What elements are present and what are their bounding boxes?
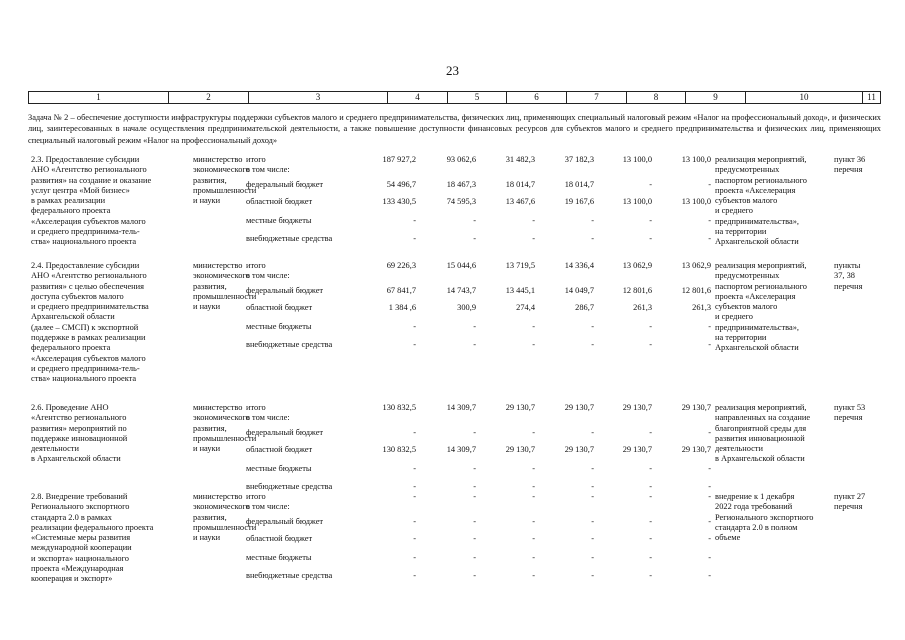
funding-value: - — [649, 517, 652, 526]
funding-value: - — [473, 464, 476, 473]
expected-result-line: 2022 года требований — [715, 502, 793, 512]
funding-line — [246, 571, 905, 582]
funding-value: - — [532, 428, 535, 437]
expected-result-line: Архангельской области — [715, 237, 799, 247]
funding-value: - — [532, 216, 535, 225]
funding-value: - — [708, 534, 711, 543]
expected-result-line: и среднего — [715, 312, 753, 322]
funding-value: - — [413, 571, 416, 580]
funding-value: - — [708, 180, 711, 189]
executor-line: министерство — [193, 492, 243, 501]
activity-name-line: и экспорта» национального — [31, 553, 129, 563]
executor-line: министерство — [193, 155, 243, 164]
funding-source-text: в том числе: — [246, 413, 290, 423]
funding-value: - — [708, 571, 711, 580]
funding-source-text: областной бюджет — [246, 197, 313, 206]
list-reference-line: пункт 36 — [834, 155, 866, 164]
funding-value: - — [591, 464, 594, 473]
funding-value: - — [532, 340, 535, 349]
executor-line: развития, — [193, 423, 227, 433]
funding-value: 29 130,7 — [681, 403, 711, 412]
funding-value: 15 044,6 — [446, 261, 476, 270]
funding-source-text: федеральный бюджет — [246, 428, 324, 437]
col-number: 4 — [388, 92, 448, 104]
expected-result-line: предусмотренных — [715, 165, 780, 175]
executor-line: и науки — [193, 196, 221, 206]
funding-value: - — [649, 428, 652, 437]
expected-result-line: субъектов малого — [715, 196, 778, 206]
list-reference-line: перечня — [834, 413, 863, 423]
funding-source — [246, 180, 366, 190]
activity-name-line: «Системные меры развития — [31, 533, 131, 543]
activity-name-line: в рамках реализации — [31, 196, 106, 206]
expected-result — [715, 261, 835, 354]
funding-value: - — [649, 534, 652, 543]
expected-result-line: направленных на создание — [715, 413, 811, 423]
activity-name-line: международной кооперации — [31, 543, 132, 553]
executor-line: промышленности — [193, 433, 257, 443]
expected-result-line: Архангельской области — [715, 343, 799, 353]
executor-line: и науки — [193, 444, 221, 454]
funding-value: - — [532, 534, 535, 543]
expected-result-line: и среднего — [715, 206, 753, 216]
funding-source-text: внебюджетные средства — [246, 340, 333, 349]
funding-value: - — [473, 340, 476, 349]
funding-source — [246, 155, 366, 176]
funding-value: - — [708, 428, 711, 437]
funding-value: - — [532, 464, 535, 473]
funding-source — [246, 482, 366, 492]
funding-value: - — [591, 571, 594, 580]
funding-value: - — [649, 492, 652, 501]
activity-name — [31, 155, 191, 248]
funding-value: 12 801,6 — [622, 286, 652, 295]
funding-value: 286,7 — [575, 303, 594, 312]
activity-name-line: 2.4. Предоставление субсидии — [31, 261, 140, 270]
list-reference-line: 37, 38 — [834, 271, 855, 281]
funding-value: - — [649, 482, 652, 491]
funding-value: - — [591, 517, 594, 526]
funding-value: - — [532, 482, 535, 491]
activity-name-line: деятельности — [31, 444, 79, 454]
list-reference — [834, 492, 880, 513]
funding-source — [246, 322, 366, 332]
activity-name-line: 2.6. Проведение АНО — [31, 403, 109, 412]
funding-value: 29 130,7 — [622, 445, 652, 454]
funding-value: - — [591, 553, 594, 562]
funding-value: 93 062,6 — [446, 155, 476, 164]
list-reference — [834, 403, 880, 424]
funding-value: 18 467,3 — [446, 180, 476, 189]
funding-value: - — [413, 234, 416, 243]
funding-line — [246, 464, 905, 475]
funding-value: - — [649, 234, 652, 243]
funding-source-text: в том числе: — [246, 271, 290, 281]
col-number: 3 — [249, 92, 388, 104]
executor-line: и науки — [193, 533, 221, 543]
funding-source-text: местные бюджеты — [246, 322, 312, 331]
funding-source-text: в том числе: — [246, 502, 290, 512]
col-number: 7 — [567, 92, 627, 104]
funding-value: - — [708, 553, 711, 562]
col-number: 1 — [29, 92, 169, 104]
activity-name-line: «Акселерация субъектов малого — [31, 216, 146, 226]
executor-line: развития, — [193, 512, 227, 522]
funding-value: 69 226,3 — [386, 261, 416, 270]
funding-source-text: внебюджетные средства — [246, 571, 333, 580]
funding-value: 261,3 — [633, 303, 652, 312]
list-reference — [834, 261, 880, 292]
activity-name-line: 2.8. Внедрение требований — [31, 492, 128, 501]
list-reference — [834, 155, 880, 176]
funding-source — [246, 234, 366, 244]
funding-source — [246, 286, 366, 296]
expected-result-line: благоприятной среды для — [715, 423, 807, 433]
activity-name-line: федерального проекта — [31, 343, 111, 353]
funding-value: - — [591, 234, 594, 243]
col-number: 9 — [686, 92, 746, 104]
activity-name-line: развития» мероприятий по — [31, 423, 127, 433]
funding-value: - — [473, 428, 476, 437]
funding-value: - — [413, 517, 416, 526]
funding-source-text: внебюджетные средства — [246, 234, 333, 243]
activity-name-line: 2.3. Предоставление субсидии — [31, 155, 140, 164]
list-reference-line: перечня — [834, 281, 863, 291]
expected-result-line: внедрение к 1 декабря — [715, 492, 795, 501]
activity-name — [31, 403, 191, 465]
executor-line: развития, — [193, 175, 227, 185]
funding-value: 187 927,2 — [382, 155, 416, 164]
funding-source — [246, 197, 366, 207]
expected-result — [715, 492, 835, 543]
expected-result-line: стандарта 2.0 в полном — [715, 522, 798, 532]
funding-source — [246, 216, 366, 226]
funding-value: - — [473, 571, 476, 580]
funding-value: 13 445,1 — [505, 286, 535, 295]
funding-value: - — [649, 180, 652, 189]
funding-value: 29 130,7 — [622, 403, 652, 412]
funding-value: - — [649, 571, 652, 580]
funding-value: 274,4 — [516, 303, 535, 312]
funding-value: 13 100,0 — [622, 155, 652, 164]
expected-result-line: паспортом регионального — [715, 281, 807, 291]
funding-source — [246, 403, 366, 424]
column-numbers-header — [28, 91, 881, 104]
funding-value: - — [591, 534, 594, 543]
funding-value: - — [532, 517, 535, 526]
funding-source-text: областной бюджет — [246, 445, 313, 454]
funding-value: - — [473, 234, 476, 243]
funding-value: 13 062,9 — [681, 261, 711, 270]
funding-source-text: областной бюджет — [246, 534, 313, 543]
activity-name-line: в Архангельской области — [31, 454, 121, 464]
activity-name-line: кооперация и экспорт» — [31, 574, 113, 584]
expected-result — [715, 155, 835, 248]
funding-value: 19 167,6 — [564, 197, 594, 206]
funding-value: 14 743,7 — [446, 286, 476, 295]
executor-line: промышленности — [193, 522, 257, 532]
funding-source — [246, 428, 366, 438]
executor-line: промышленности — [193, 291, 257, 301]
expected-result-line: на территории — [715, 333, 767, 343]
executor-line: экономического — [193, 502, 250, 512]
funding-source-text: внебюджетные средства — [246, 482, 333, 491]
funding-source — [246, 261, 366, 282]
funding-value: - — [708, 482, 711, 491]
executor-line: министерство — [193, 403, 243, 412]
funding-value: - — [532, 234, 535, 243]
activity-name-line: проекта «Международная — [31, 564, 124, 574]
expected-result-line: объеме — [715, 533, 741, 543]
executor-line: развития, — [193, 281, 227, 291]
funding-source — [246, 303, 366, 313]
funding-value: - — [532, 553, 535, 562]
activity-name-line: доступа субъектов малого — [31, 291, 124, 301]
activity-name-line: поддержке в рамках реализации — [31, 333, 146, 343]
activity-name — [31, 261, 191, 385]
funding-value: 29 130,7 — [681, 445, 711, 454]
expected-result-line: реализация мероприятий, — [715, 403, 807, 412]
executor-line: экономического — [193, 165, 250, 175]
col-number: 5 — [448, 92, 507, 104]
funding-source-text: местные бюджеты — [246, 553, 312, 562]
executor-line: промышленности — [193, 185, 257, 195]
funding-value: 261,3 — [692, 303, 711, 312]
funding-value: - — [413, 553, 416, 562]
col-number: 11 — [863, 92, 881, 104]
col-number: 8 — [627, 92, 686, 104]
activity-name-line: развития» на создание и оказание — [31, 175, 152, 185]
funding-source-text: местные бюджеты — [246, 216, 312, 225]
expected-result-line: субъектов малого — [715, 302, 778, 312]
funding-value: - — [532, 492, 535, 501]
activity-name-line: «Акселерация субъектов малого — [31, 353, 146, 363]
funding-value: - — [413, 464, 416, 473]
funding-value: - — [473, 534, 476, 543]
funding-value: 29 130,7 — [505, 403, 535, 412]
funding-source — [246, 553, 366, 563]
funding-value: - — [473, 517, 476, 526]
funding-value: 13 100,0 — [681, 197, 711, 206]
col-number: 2 — [169, 92, 249, 104]
funding-value: - — [708, 492, 711, 501]
page-number: 23 — [446, 63, 459, 78]
funding-value: - — [413, 216, 416, 225]
funding-value: 14 336,4 — [564, 261, 594, 270]
expected-result-line: проекта «Акселерация — [715, 185, 796, 195]
funding-value: - — [708, 216, 711, 225]
funding-source-text: федеральный бюджет — [246, 517, 324, 526]
funding-source-text: местные бюджеты — [246, 464, 312, 473]
expected-result-line: в Архангельской области — [715, 454, 805, 464]
expected-result-line: реализация мероприятий, — [715, 155, 807, 164]
activity-name-line: поддержке инновационной — [31, 433, 128, 443]
activity-name-line: федерального проекта — [31, 206, 111, 216]
list-reference-line: перечня — [834, 165, 863, 175]
funding-value: 29 130,7 — [564, 445, 594, 454]
funding-value: - — [413, 492, 416, 501]
activity-name-line: (далее – СМСП) к экспортной — [31, 322, 139, 332]
list-reference-line: пункт 27 — [834, 492, 866, 501]
funding-source-text: итого — [246, 155, 266, 164]
expected-result-line: деятельности — [715, 444, 763, 454]
funding-value: - — [649, 464, 652, 473]
funding-value: 130 832,5 — [382, 403, 416, 412]
activity-name-line: «Агентство регионального — [31, 413, 127, 423]
funding-value: - — [591, 340, 594, 349]
funding-value: - — [591, 492, 594, 501]
funding-source — [246, 492, 366, 513]
funding-value: - — [708, 517, 711, 526]
funding-value: - — [473, 553, 476, 562]
activity-name-line: ства» национального проекта — [31, 374, 137, 384]
funding-source — [246, 445, 366, 455]
activity-name-line: и среднего предпринимательства — [31, 302, 149, 312]
funding-value: - — [413, 428, 416, 437]
funding-source — [246, 340, 366, 350]
funding-value: 29 130,7 — [564, 403, 594, 412]
expected-result-line: развития инновационной — [715, 433, 805, 443]
activity-name — [31, 492, 191, 585]
funding-value: 37 182,3 — [564, 155, 594, 164]
activity-name-line: ства» национального проекта — [31, 237, 137, 247]
list-reference-line: пункты — [834, 261, 861, 270]
funding-value: 14 309,7 — [446, 445, 476, 454]
funding-value: - — [708, 464, 711, 473]
funding-value: - — [473, 216, 476, 225]
activity-name-line: Архангельской области — [31, 312, 115, 322]
funding-value: 133 430,5 — [382, 197, 416, 206]
funding-value: - — [591, 216, 594, 225]
funding-value: - — [649, 322, 652, 331]
activity-name-line: АНО «Агентство регионального — [31, 271, 147, 281]
funding-value: - — [591, 482, 594, 491]
funding-value: - — [473, 322, 476, 331]
funding-value: 13 100,0 — [681, 155, 711, 164]
funding-value: - — [708, 340, 711, 349]
funding-value: - — [708, 234, 711, 243]
expected-result-line: Регионального экспортного — [715, 512, 814, 522]
activity-name-line: услуг центра «Мой бизнес» — [31, 185, 130, 195]
funding-source-text: в том числе: — [246, 165, 290, 175]
funding-value: - — [413, 534, 416, 543]
expected-result-line: реализация мероприятий, — [715, 261, 807, 270]
funding-value: - — [708, 322, 711, 331]
funding-value: 1 384 ,6 — [388, 303, 416, 312]
list-reference-line: перечня — [834, 502, 863, 512]
funding-source-text: федеральный бюджет — [246, 180, 324, 189]
funding-value: 74 595,3 — [446, 197, 476, 206]
executor-line: экономического — [193, 413, 250, 423]
funding-value: - — [591, 428, 594, 437]
funding-value: 14 049,7 — [564, 286, 594, 295]
funding-value: 13 062,9 — [622, 261, 652, 270]
expected-result-line: проекта «Акселерация — [715, 291, 796, 301]
expected-result — [715, 403, 835, 465]
expected-result-line: предусмотренных — [715, 271, 780, 281]
col-number: 6 — [507, 92, 567, 104]
funding-line — [246, 553, 905, 564]
funding-value: 300,9 — [457, 303, 476, 312]
funding-source-text: итого — [246, 261, 266, 270]
list-reference-line: пункт 53 — [834, 403, 866, 412]
funding-source — [246, 517, 366, 527]
funding-value: 12 801,6 — [681, 286, 711, 295]
funding-value: 31 482,3 — [505, 155, 535, 164]
activity-name-line: Регионального экспортного — [31, 502, 130, 512]
expected-result-line: предпринимательства», — [715, 216, 799, 226]
expected-result-line: на территории — [715, 227, 767, 237]
funding-value: - — [473, 482, 476, 491]
funding-value: - — [649, 553, 652, 562]
activity-name-line: развития» с целью обеспечения — [31, 281, 145, 291]
funding-value: 14 309,7 — [446, 403, 476, 412]
funding-source-text: областной бюджет — [246, 303, 313, 312]
funding-value: - — [532, 322, 535, 331]
funding-value: 54 496,7 — [386, 180, 416, 189]
funding-value: - — [413, 482, 416, 491]
funding-value: 29 130,7 — [505, 445, 535, 454]
funding-value: - — [591, 322, 594, 331]
funding-value: - — [413, 322, 416, 331]
funding-value: - — [649, 340, 652, 349]
funding-value: - — [473, 492, 476, 501]
activity-name-line: стандарта 2.0 в рамках — [31, 512, 112, 522]
activity-name-line: и среднего предпринима-тель- — [31, 227, 140, 237]
funding-value: - — [649, 216, 652, 225]
funding-source-text: федеральный бюджет — [246, 286, 324, 295]
funding-value: - — [413, 340, 416, 349]
funding-source-text: итого — [246, 403, 266, 412]
activity-name-line: АНО «Агентство регионального — [31, 165, 147, 175]
funding-value: 67 841,7 — [386, 286, 416, 295]
executor-line: экономического — [193, 271, 250, 281]
activity-name-line: реализации федерального проекта — [31, 522, 154, 532]
funding-value: 13 467,6 — [505, 197, 535, 206]
executor-line: и науки — [193, 302, 221, 312]
funding-value: 18 014,7 — [505, 180, 535, 189]
funding-value: - — [532, 571, 535, 580]
activity-name-line: и среднего предпринима-тель- — [31, 363, 140, 373]
funding-source — [246, 464, 366, 474]
funding-source — [246, 534, 366, 544]
funding-value: 18 014,7 — [564, 180, 594, 189]
funding-source-text: итого — [246, 492, 266, 501]
funding-value: 13 719,5 — [505, 261, 535, 270]
expected-result-line: паспортом регионального — [715, 175, 807, 185]
col-number: 10 — [746, 92, 863, 104]
expected-result-line: предпринимательства», — [715, 322, 799, 332]
funding-source — [246, 571, 366, 581]
task-header: Задача № 2 – обеспечение доступности инфраструктуры поддержки субъектов малого и среднего предпринимательства, физических лиц, применяющих специальный налоговый режим «Налог на профессиональный доход», и физических лиц, заинтересованных в начале осуществления предпринимательской деятельности, а также повышение доступности финансовых ресурсов для субъектов малого и среднего предпринимательства и физических лиц, применяющих специальный налоговый режим «Налог на профессиональный доход» — [28, 113, 881, 145]
funding-value: 13 100,0 — [622, 197, 652, 206]
funding-value: 130 832,5 — [382, 445, 416, 454]
executor-line: министерство — [193, 261, 243, 270]
